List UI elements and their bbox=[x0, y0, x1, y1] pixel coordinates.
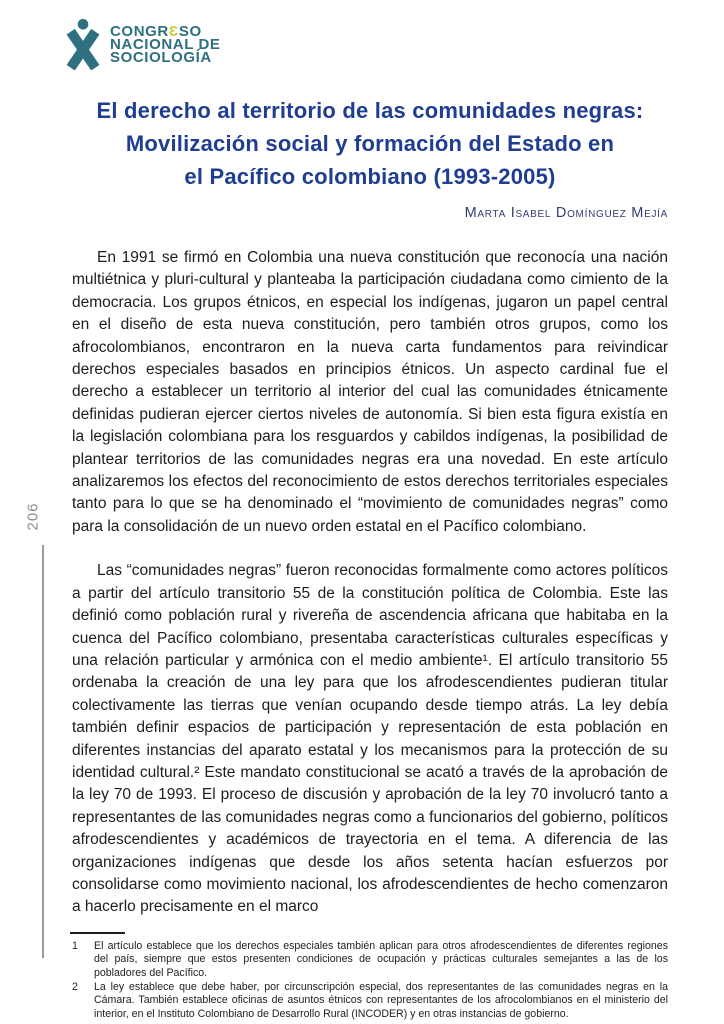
logo-line-2: NACIONAL DE bbox=[110, 36, 221, 53]
footnote-text: El artículo establece que los derechos especiales también aplican para otros afrodescendientes de diferentes regiones del país, siempre que estos presenten condiciones de ocupación y prácticas culturales semejantes a las de los pobladores del Pacífico. bbox=[94, 939, 668, 979]
logo-line-3: SOCIOLOGÍA bbox=[110, 49, 212, 66]
title-line-1: El derecho al territorio de las comunidades negras: bbox=[96, 98, 644, 123]
paragraph-1: En 1991 se firmó en Colombia una nueva constitución que reconocía una nación multiétnica y pluri-cultural y planteaba la participación ciudadana como cimiento de la democracia. Los grupos étnicos, en especial los indígenas, jugaron un papel central en el diseño de esta nueva constitución, pero también otros grupos, como los afrocolombianos, encontraron en la nueva carta fundamentos para reivindicar derechos especiales basados en principios étnicos. Un aspecto cardinal fue el derecho a establecer un territorio al interior del cual las comunidades étnicamente definidas pudieran ejercer ciertos niveles de autonomía. Si bien esta figura existía en la legislación colombiana para los resguardos y cabildos indígenas, la posibilidad de plantear territorios de las comunidades negras era una novedad. En este artículo analizaremos los efectos del reconocimiento de estos derechos territoriales especiales tanto para lo que se ha denominado el “movimiento de comunidades negras” como para la consolidación de un nuevo orden estatal en el Pacífico colombiano. bbox=[72, 249, 668, 535]
logo-accent-letter: Ɛ bbox=[168, 23, 179, 40]
logo-line-1: CONGRƐSO bbox=[110, 23, 202, 40]
footnote-1 bbox=[72, 940, 668, 981]
title-line-2: Movilización social y formación del Estado en bbox=[125, 131, 615, 156]
footnote-2 bbox=[72, 981, 668, 1022]
footnote-number: 1 bbox=[72, 939, 78, 952]
paragraph-2: Las “comunidades negras” fueron reconocidas formalmente como actores políticos a partir del artículo transitorio 55 de la constitución política de Colombia. Este las definió como población rural y rivereña de ascendencia africana que habitaba en la cuenca del Pacífico colombiano, presentaba características culturales específicas y una relación particular y armónica con el medio ambiente¹. El artículo transitorio 55 ordenaba la creación de una ley para que los afrodescendientes pudieran titular colectivamente las tierras que venían ocupando desde tiempo atrás. La ley debía también definir espacios de participación y representación de esta población en diferentes instancias del aparato estatal y los mecanismos para la protección de su identidad cultural.² Este mandato constitucional se acató a través de la aprobación de la ley 70 de 1993. El proceso de discusión y aprobación de la ley 70 involucró tanto a representantes de las comunidades negras como a funcionarios del gobierno, políticos afrodescendientes y académicos de trayectoria en el tema. A diferencia de las organizaciones indígenas que desde los años setenta hacían esfuerzos por consolidarse como movimiento nacional, los afrodescendientes de hecho comenzaron a hacerlo precisamente en el marco bbox=[72, 562, 668, 916]
person-x-logo-icon bbox=[65, 18, 101, 70]
article-body bbox=[72, 247, 668, 919]
congreso-sociologia-logo bbox=[65, 18, 668, 70]
title-line-3: el Pacífico colombiano (1993-2005) bbox=[184, 164, 556, 189]
page-number: 206 bbox=[24, 502, 42, 531]
logo-wordmark bbox=[110, 25, 221, 64]
footnote-text: La ley establece que debe haber, por circunscripción especial, dos representantes de las comunidades negras en la Cámara. También establece oficinas de asuntos étnicos con representantes de los afrocolombianos en el ministerio del interior, en el Instituto Colombiano de Desarrollo Rural (INCODER) y en otras instancias de gobierno. bbox=[94, 980, 668, 1020]
left-margin-rule bbox=[42, 545, 44, 958]
footnote-separator bbox=[70, 932, 125, 934]
author-name: Marta Isabel Domínguez Mejía bbox=[464, 205, 668, 221]
footnote-number: 2 bbox=[72, 980, 78, 993]
article-title bbox=[72, 94, 668, 193]
